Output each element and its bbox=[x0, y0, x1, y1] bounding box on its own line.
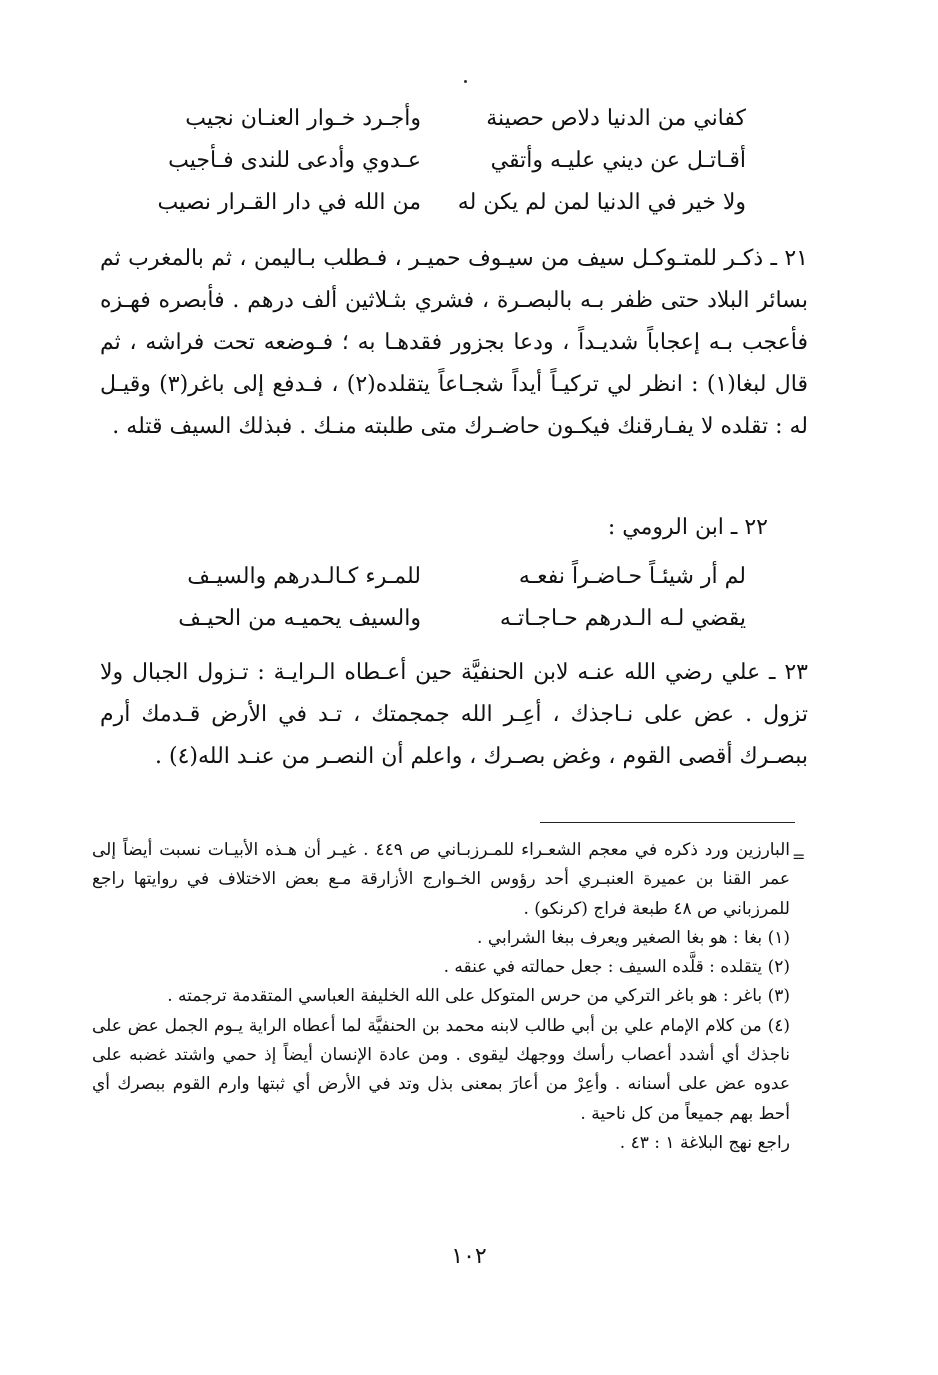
footnote-reference bbox=[92, 1129, 790, 1158]
verse-line bbox=[150, 600, 746, 638]
verse-line bbox=[150, 142, 746, 180]
verse-first-hemistich: لم أر شيئـاً حـاضـراً نفعـه bbox=[518, 564, 746, 589]
footnote-number: (٤) bbox=[767, 1015, 791, 1036]
footnote-continuation-mark: = bbox=[792, 847, 806, 866]
footnote-separator bbox=[540, 822, 795, 823]
verse-line bbox=[150, 184, 746, 222]
footnote-text: بغا : هو بغا الصغير ويعرف ببغا الشرابي . bbox=[477, 927, 763, 948]
paragraph-21-text: ٢١ ـ ذكـر للمتـوكـل سيف من سيـوف حميـر ، فـطلب بـاليمن ، ثم بالمغرب ثم بسائر البلاد حتى ظفر بـه بالبصـرة ، فشري بثـلاثين ألف درهم . فأبصره فهـزه فأعجب بـه إعجاباً شديـداً ، ودعا بجزور فقدهـا به ؛ فـوضعه تحت فراشه ، ثم قال لبغا(١) : انظر لي تركيـاً أيداً شجـاعاً يتقلده(٢) ، فـدفع إلى باغر(٣) وقيـل له : تقلده لا يفـارقنك فيكـون حاضـرك متى طلبته منـك . فبذلك السيف قتله . bbox=[100, 246, 808, 439]
verse-first-hemistich: أقـاتـل عن ديني عليـه وأتقي bbox=[490, 148, 746, 173]
paragraph-23 bbox=[100, 652, 808, 778]
footnote-text: باغر : هو باغر التركي من حرس المتوكل على الله الخليفة العباسي المتقدمة ترجمته . bbox=[167, 986, 763, 1007]
footnote-text: يتقلده : قلَّده السيف : جعل حمالته في عنقه . bbox=[443, 957, 763, 978]
footnote-text: من كلام الإمام علي بن أبي طالب لابنه محمد بن الحنفيَّة لما أعطاه الراية يـوم الجمل عض على ناجذك أي أشدد أعصاب رأسك ووجهك ليقوى . ومن عادة الإنسان أيضاً إذ حمي واشتد غضبه على عدوه عض على أسنانه . وأعِرْ من أعارَ بمعنى بذل وتد في الأرض أي ثبتها وارم القوم ببصرك أي أحط بهم جميعاً من كل ناحية . bbox=[92, 1015, 790, 1124]
verse-first-hemistich: يقضي لـه الـدرهم حـاجـاتـه bbox=[499, 606, 746, 631]
footnote-text: راجع نهج البلاغة ١ : ٤٣ . bbox=[619, 1132, 790, 1153]
footnotes bbox=[92, 836, 790, 1158]
footnote-4 bbox=[92, 1012, 790, 1129]
verse-first-hemistich: كفاني من الدنيا دلاص حصينة bbox=[486, 106, 746, 131]
heading-22: ٢٢ ـ ابن الرومي : bbox=[607, 515, 768, 540]
verse-second-hemistich: للمـرء كـالـدرهم والسيـف bbox=[187, 564, 421, 589]
ink-speck bbox=[464, 80, 467, 83]
footnote-number: (٣) bbox=[767, 986, 790, 1007]
verse-second-hemistich: من الله في دار القـرار نصيب bbox=[157, 190, 421, 215]
footnote-text: البارزين ورد ذكره في معجم الشعـراء للمـرزبـاني ص ٤٤٩ . غيـر أن هـذه الأبيـات نسبت أيضاً إلى عمر القنا بن عميرة العنبـري أحد رؤوس الخـوارج الأزارقة مـع بعض الاختلاف في روايتها راجع للمرزباني ص ٤٨ طبعة فراج (كرنكو) . bbox=[92, 840, 790, 919]
verse-first-hemistich: ولا خير في الدنيا لمن لم يكن له bbox=[457, 190, 746, 215]
footnote-1 bbox=[92, 924, 790, 953]
page-number: ١٠٢ bbox=[451, 1244, 487, 1269]
footnote-number: (١) bbox=[767, 927, 790, 948]
footnote-2 bbox=[92, 953, 790, 982]
paragraph-21 bbox=[100, 238, 808, 448]
verse-second-hemistich: والسيف يحميـه من الحيـف bbox=[178, 606, 421, 631]
verse-line bbox=[150, 100, 746, 138]
paragraph-23-text: ٢٣ ـ علي رضي الله عنـه لابن الحنفيَّة حين أعـطاه الـرايـة : تـزول الجبال ولا تزول . عض على نـاجذك ، أعِـر الله جمجمتك ، تـد في الأرض قـدمك أرم ببصـرك أقصى القوم ، وغض بصـرك ، واعلم أن النصـر من عنـد الله(٤) . bbox=[100, 660, 808, 769]
verse-second-hemistich: عـدوي وأدعى للندى فـأجيب bbox=[168, 148, 421, 173]
footnote-3 bbox=[92, 982, 790, 1011]
verse-line bbox=[150, 558, 746, 596]
footnote-continued bbox=[92, 836, 790, 924]
footnote-number: (٢) bbox=[767, 957, 790, 978]
verse-second-hemistich: وأجـرد خـوار العنـان نجيب bbox=[185, 106, 421, 131]
